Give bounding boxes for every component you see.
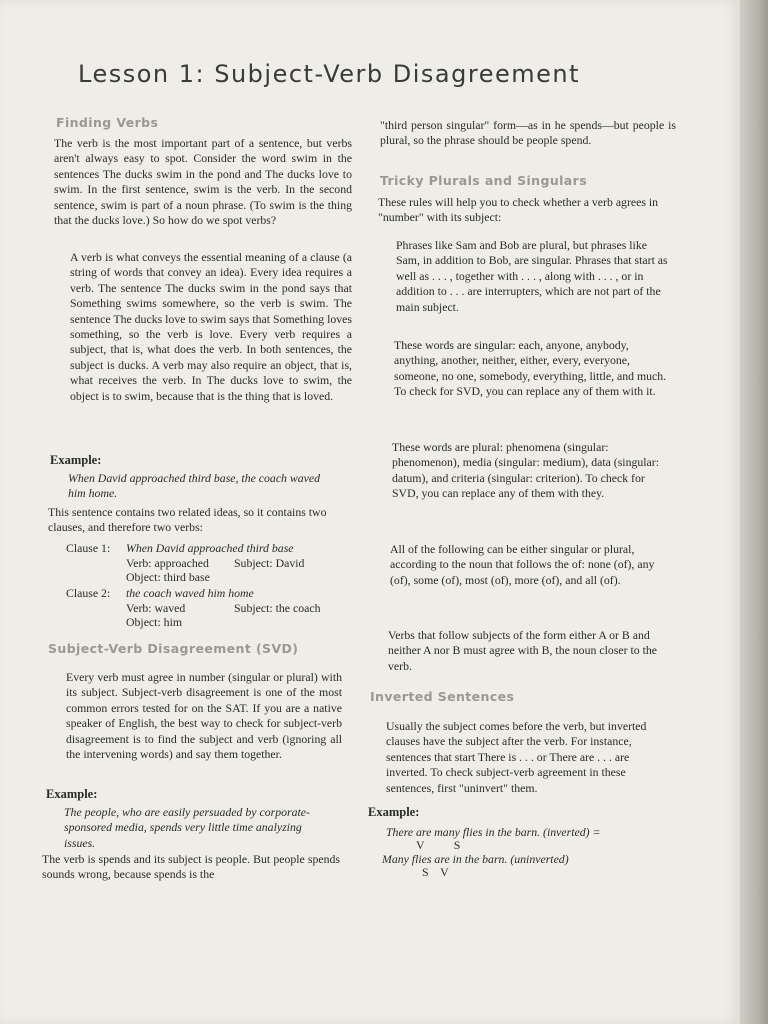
clause-1-label: Clause 1:: [66, 541, 111, 555]
clause-1-verb: Verb: approached: [126, 556, 209, 570]
page-title: Lesson 1: Subject-Verb Disagreement: [78, 60, 580, 88]
example-3-label: Example:: [368, 805, 420, 819]
clause-1-subject: Subject: David: [234, 556, 305, 570]
finding-verbs-heading: Finding Verbs: [56, 115, 159, 130]
finding-verbs-paragraph: The verb is the most important part of a sentence, but verbs aren't always easy to spot. Consider the word swim in the sentences The ducks swim in the pond and The ducks love to swim. In the first sentence, swim is the verb. In the second sentence, swim is part of a noun phrase. (To swim is the thing that the ducks love.) So how do we spot verbs?: [54, 136, 352, 228]
clause-1-text: When David approached third base: [126, 541, 294, 555]
example-2-explanation: The verb is spends and its subject is people. But people spends sounds wrong, because spends is the: [42, 852, 340, 882]
clause-2-object: Object: him: [126, 615, 183, 629]
tricky-plurals-heading: Tricky Plurals and Singulars: [380, 173, 588, 188]
example-3-inverted: There are many flies in the barn. (inverted) =: [386, 825, 601, 839]
continued-paragraph: "third person singular" form—as in he spends—but people is plural, so the phrase should be people spend.: [380, 118, 676, 148]
example-3-inverted-marks: V S: [416, 838, 461, 852]
example-2-label: Example:: [46, 787, 98, 801]
rule-plural-words: These words are plural: phenomena (singular: phenomenon), media (singular: medium), data (singular: datum), and criteria (singular: criterion). To check for SVD, you can replace any of them with they.: [392, 440, 659, 501]
tricky-plurals-intro: These rules will help you to check whether a verb agrees in "number" with its subject:: [378, 195, 659, 225]
example-2-sentence: The people, who are easily persuaded by corporate-sponsored media, spends very little time analyzing issues.: [64, 805, 310, 850]
clause-2-text: the coach waved him home: [126, 586, 254, 600]
rule-singular-words: These words are singular: each, anyone, anybody, anything, another, neither, either, every, everyone, someone, no one, somebody, everything, little, and much. To check for SVD, you can replace any of them with it.: [394, 338, 667, 399]
rule-interrupters: Phrases like Sam and Bob are plural, but phrases like Sam, in addition to Bob, are singular. Phrases that start as well as . . . , together with . . . , along with . . . , or in addition to . . . are interrupters, which are not part of the main subject.: [396, 238, 668, 314]
inverted-sentences-paragraph: Usually the subject comes before the verb, but inverted clauses have the subject after the verb. For instance, sentences that start There is . . . or There are . . . are inverted. To check subject-verb agreement in these sentences, first "uninvert" them.: [386, 719, 647, 795]
rule-either-or: Verbs that follow subjects of the form either A or B and neither A nor B must agree with B, the noun closer to the verb.: [388, 628, 657, 673]
page-binding-edge: [740, 0, 768, 1024]
clause-2-label: Clause 2:: [66, 586, 111, 600]
example-3-uninverted: Many flies are in the barn. (uninverted): [382, 852, 569, 866]
clause-2-subject: Subject: the coach: [234, 601, 321, 615]
example-1-sentence: When David approached third base, the coach waved him home.: [68, 471, 321, 501]
svd-heading: Subject-Verb Disagreement (SVD): [48, 641, 299, 656]
example-1-explanation: This sentence contains two related ideas, so it contains two clauses, and therefore two verbs:: [48, 505, 327, 535]
inverted-sentences-heading: Inverted Sentences: [370, 689, 515, 704]
example-1-label: Example:: [50, 453, 102, 467]
svd-paragraph: Every verb must agree in number (singular or plural) with its subject. Subject-verb disagreement is one of the most common errors tested for on the SAT. If you are a native speaker of English, the best way to check for subject-verb disagreement is to find the subject and verb (ignoring all the intervening words) and say them together.: [66, 670, 342, 762]
example-3-uninverted-marks: S V: [422, 865, 449, 879]
clause-2-verb: Verb: waved: [126, 601, 186, 615]
verb-definition-box: A verb is what conveys the essential meaning of a clause (a string of words that convey an idea). Every idea requires a verb. The sentence The ducks swim in the pond says that Something swims somewhere, so the verb is swim. The sentence The ducks love to swim says that Something loves something, so the verb is love. Every verb requires a subject, that is, what does the verb. In both sentences, the subject is ducks. A verb may also require an object, that is, what receives the verb. In The ducks love to swim, the object is to swim, because that is the thing that is loved.: [70, 250, 352, 403]
clause-1-object: Object: third base: [126, 570, 210, 584]
rule-either-words: All of the following can be either singular or plural, according to the noun that follows the of: none (of), any (of), some (of), most (of), more (of), and all (of).: [390, 542, 655, 587]
